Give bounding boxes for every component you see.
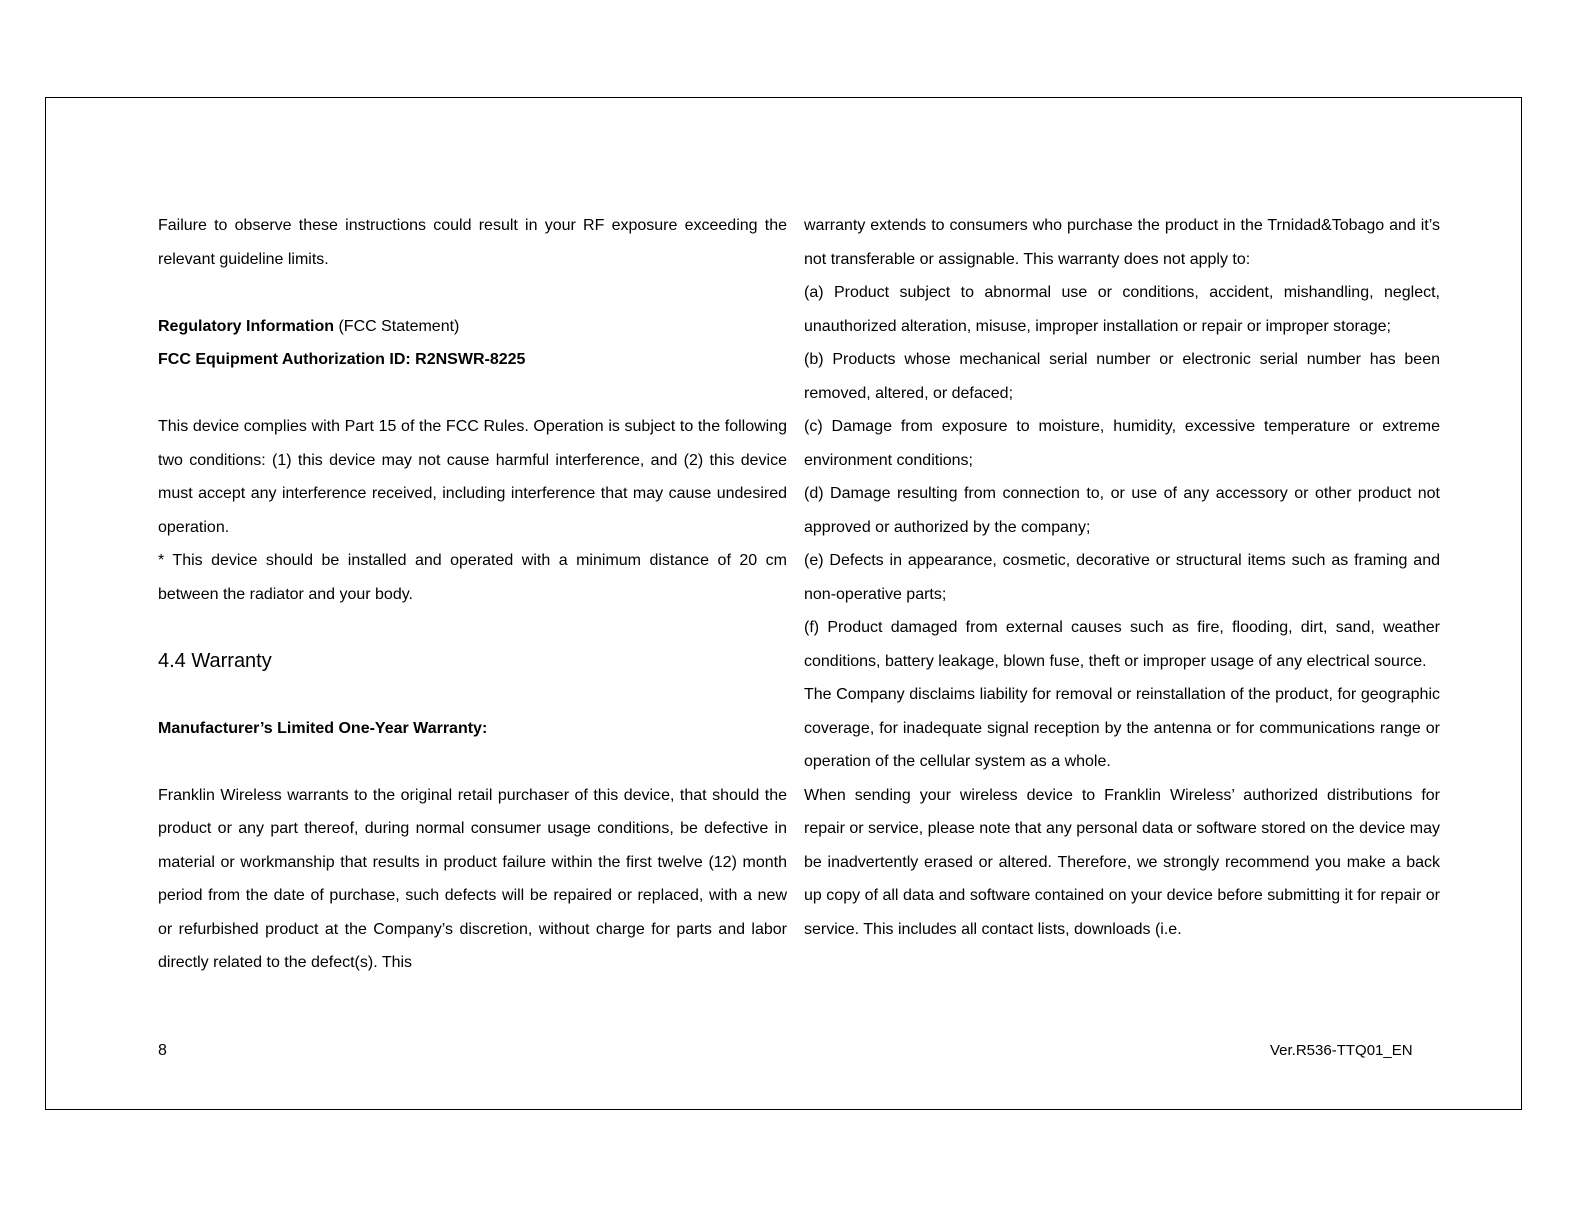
- fcc-id: FCC Equipment Authorization ID: R2NSWR-8225: [158, 351, 526, 368]
- exclusion-item-b: (b) Products whose mechanical serial number or electronic serial number has been removed, altered, or defaced;: [804, 351, 1440, 402]
- version-label: Ver.R536-TTQ01_EN: [1270, 1042, 1413, 1059]
- rf-warning-paragraph: Failure to observe these instructions could result in your RF exposure exceeding the relevant guideline limits.: [158, 217, 787, 268]
- exclusion-item-a: (a) Product subject to abnormal use or conditions, accident, mishandling, neglect, unauthorized alteration, misuse, improper installation or repair or improper storage;: [804, 284, 1440, 335]
- distance-note-paragraph: * This device should be installed and operated with a minimum distance of 20 cm between the radiator and your body.: [158, 552, 787, 603]
- warranty-heading: Manufacturer’s Limited One-Year Warranty:: [158, 719, 488, 737]
- regulatory-heading: [158, 310, 787, 344]
- warranty-continued-paragraph: warranty extends to consumers who purchase the product in the Trnidad&Tobago and it’s not transferable or assignable. This warranty does not apply to:: [804, 217, 1440, 268]
- page-number: 8: [158, 1042, 167, 1059]
- right-column: [804, 209, 1440, 946]
- warranty-paragraph: Franklin Wireless warrants to the original retail purchaser of this device, that should the product or any part thereof, during normal consumer usage conditions, be defective in material or workmanship that results in product failure within the first twelve (12) month period from the date of purchase, such defects will be repaired or replaced, with a new or refurbished product at the Company’s discretion, without charge for parts and labor directly related to the defect(s). This: [158, 786, 787, 971]
- exclusion-item-e: (e) Defects in appearance, cosmetic, decorative or structural items such as framing and non-operative parts;: [804, 552, 1440, 603]
- sending-device-paragraph: When sending your wireless device to Franklin Wireless’ authorized distributions for repair or service, please note that any personal data or software stored on the device may be inadvertently erased or altered. Therefore, we strongly recommend you make a back up copy of all data and software contained on your device before submitting it for repair or service. This includes all contact lists, downloads (i.e.: [804, 786, 1440, 938]
- left-column: [158, 209, 787, 980]
- section-title: 4.4 Warranty: [158, 649, 272, 672]
- disclaimer-paragraph: The Company disclaims liability for removal or reinstallation of the product, for geographic coverage, for inadequate signal reception by the antenna or for communications range or operation of the cellular system as a whole.: [804, 686, 1440, 770]
- exclusion-item-f: (f) Product damaged from external causes such as fire, flooding, dirt, sand, weather conditions, battery leakage, blown fuse, theft or improper usage of any electrical source.: [804, 619, 1440, 670]
- regulatory-heading-bold: Regulatory Information: [158, 317, 335, 335]
- regulatory-heading-suffix: (FCC Statement): [334, 317, 460, 335]
- exclusion-item-c: (c) Damage from exposure to moisture, humidity, excessive temperature or extreme environment conditions;: [804, 418, 1440, 469]
- fcc-compliance-paragraph: This device complies with Part 15 of the FCC Rules. Operation is subject to the following two conditions: (1) this device may not cause harmful interference, and (2) this device must accept any interference received, including interference that may cause undesired operation.: [158, 418, 787, 536]
- exclusion-item-d: (d) Damage resulting from connection to, or use of any accessory or other product not approved or authorized by the company;: [804, 485, 1440, 536]
